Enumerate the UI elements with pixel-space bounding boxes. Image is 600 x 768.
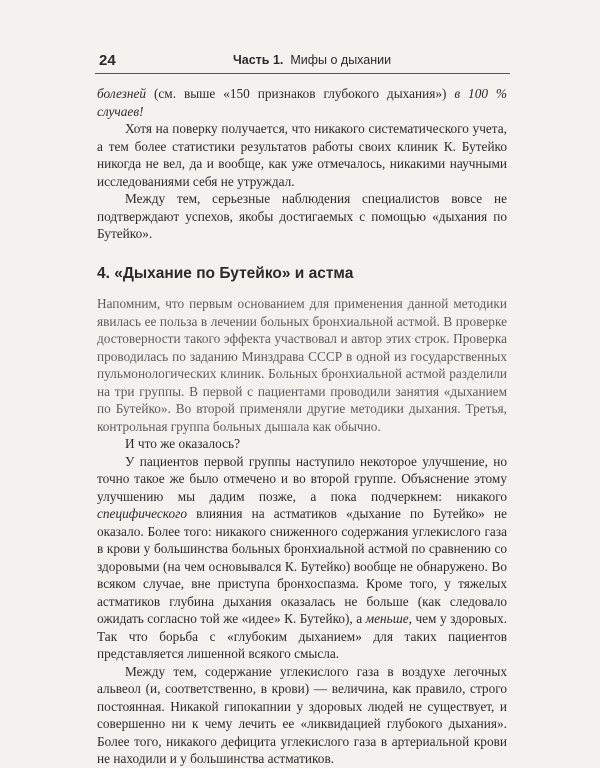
running-header	[95, 50, 510, 72]
header-rule	[95, 73, 510, 74]
page-number: 24	[99, 52, 116, 69]
part-title	[233, 53, 391, 67]
part-title-text: Мифы о дыхании	[290, 53, 392, 67]
body-text	[97, 85, 507, 768]
paragraph-1: болезней (см. выше «150 признаков глубокого дыхания») в 100 % случаев!	[97, 86, 507, 119]
part-label: Часть 1.	[233, 53, 284, 67]
italic-run: болезней	[97, 86, 147, 101]
paragraph-7: Между тем, содержание углекислого газа в воздухе легочных альвеол (и, соответственно, в крови) — величина, как правило, строго постоянная. Никакой гипокапнии у здоровых людей не существует, и совершенно ни к чему лечить ее «ликвидацией глубокого дыхания». Более того, никакого дефицита углекислого газа в артериальной крови не находили и у большинства астматиков.	[97, 663, 507, 766]
italic-run: специфического	[97, 506, 188, 521]
italic-run: меньше	[365, 611, 409, 626]
italic-run: в 100 % случаев!	[97, 86, 507, 119]
paragraph-2: Хотя на поверку получается, что никакого систематического учета, а тем более статистики результатов работы своих клиник К. Бутейко никогда не вел, да и вообще, как уже отмечалось, никакими научными исследованиями себя не утруждал.	[97, 121, 507, 189]
paragraph-4: Напомним, что первым основанием для применения данной методики явилась ее польза в лечении больных бронхиальной астмой. В проверке достоверности такого эффекта участвовал и автор этих строк. Проверка проводилась по заданию Минздрава СССР в одной из государственных пульмонологических клиник. Больных бронхиальной астмой разделили на три группы. В первой с пациентами проводили занятия «дыханием по Бутейко». Во второй применяли другие методики дыхания. Третья, контрольная группа больных дышала как обычно.	[97, 296, 507, 434]
paragraph-6: У пациентов первой группы наступило некоторое улучшение, но точно такое же было отмечено и во второй группе. Объяснение этому улучшению мы дадим позже, а пока подчеркнем: никакого специфического влияния на астматиков «дыхание по Бутейко» не оказало. Более того: никакого сниженного содержания углекислого газа в крови у большинства больных бронхиальной астмой по сравнению со здоровыми (на чем основывался К. Бутейко) вообще не обнаружено. Во всяком случае, вне приступа бронхоспазма. Кроме того, у тяжелых астматиков глубина дыхания оказалась не больше (как следовало ожидать согласно той же «идее» К. Бутейко), а меньше, чем у здоровых. Так что борьба с «глубоким дыханием» для таких пациентов представляется лишенной всякого смысла.	[97, 453, 508, 661]
paragraph-3: Между тем, серьезные наблюдения специалистов вовсе не подтверждают успехов, якобы достигаемых с помощью «дыхания по Бутейко».	[97, 191, 507, 241]
section-heading: 4. «Дыхание по Бутейко» и астма	[97, 264, 354, 282]
paragraph-5: И что же оказалось?	[125, 436, 241, 451]
